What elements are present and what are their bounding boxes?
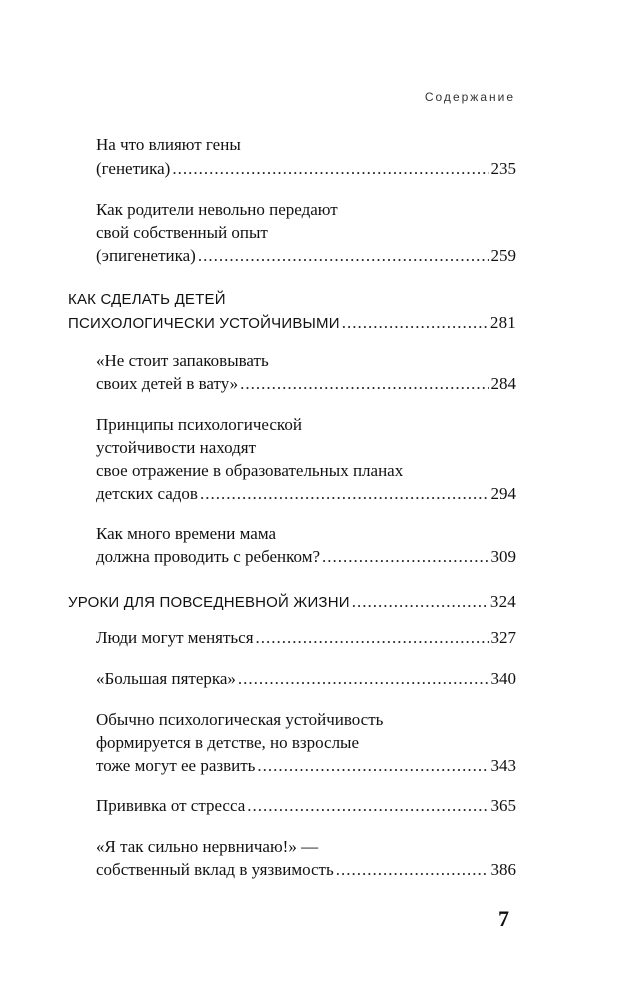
toc-entry-line [96, 732, 516, 754]
leader-dots [257, 755, 488, 777]
toc-section-line [68, 289, 516, 311]
toc-entry-text: (эпигенетика) [96, 246, 196, 265]
toc-entry-text: Как родители невольно передают [96, 200, 338, 219]
toc-page-number: 309 [490, 547, 516, 566]
toc-entry-line[interactable] [96, 373, 516, 395]
toc-section-line[interactable] [68, 591, 516, 614]
toc-entry-line [96, 460, 516, 482]
toc-entry-text: Обычно психологическая устойчивость [96, 710, 384, 729]
toc-entry-line [96, 437, 516, 459]
toc-entry-text: собственный вклад в уязвимость [96, 860, 334, 879]
leader-dots [336, 859, 489, 881]
toc-entry-line [96, 414, 516, 436]
leader-dots [172, 158, 488, 180]
leader-dots [198, 245, 489, 267]
toc-entry-text: устойчивости находят [96, 438, 257, 457]
toc-page-number: 327 [490, 628, 516, 647]
leader-dots [247, 795, 488, 817]
toc-entry-text: «Большая пятерка» [96, 669, 236, 688]
toc-entry-line[interactable] [96, 483, 516, 505]
leader-dots [256, 627, 489, 649]
toc-page-number: 365 [490, 796, 516, 815]
toc-entry-line [96, 350, 516, 372]
toc-entry-text: свой собственный опыт [96, 223, 268, 242]
toc-page-number: 343 [490, 756, 516, 775]
toc-page-number: 324 [489, 592, 516, 611]
toc-entry-text: Принципы психологической [96, 415, 302, 434]
toc-entry-line[interactable] [96, 795, 516, 817]
toc-entry-text: На что влияют гены [96, 135, 241, 154]
toc-entry-line [96, 836, 516, 858]
toc-entry-line [96, 199, 516, 221]
toc-section-line[interactable] [68, 312, 516, 335]
toc-entry-text: формируется в детстве, но взрослые [96, 733, 360, 752]
leader-dots [238, 668, 489, 690]
toc-entry-line[interactable] [96, 158, 516, 180]
toc-page-number: 235 [490, 159, 516, 178]
toc-entry-text: Прививка от стресса [96, 796, 246, 815]
toc-entry-line [96, 523, 516, 545]
toc-page-number: 284 [490, 374, 516, 393]
leader-dots [200, 483, 489, 505]
toc-entry-text: Люди могут меняться [96, 628, 254, 647]
leader-dots [322, 546, 488, 568]
toc-entry-text: тоже могут ее развить [96, 756, 256, 775]
toc-entry-line[interactable] [96, 245, 516, 267]
toc-entry-line [96, 709, 516, 731]
toc-page-number: 294 [490, 484, 516, 503]
toc-entry-line[interactable] [96, 546, 516, 568]
toc-entry-line[interactable] [96, 668, 516, 690]
running-header: Содержание [424, 90, 515, 104]
toc-entry-text: Как много времени мама [96, 524, 277, 543]
toc-entry-text: свое отражение в образовательных планах [96, 461, 404, 480]
toc-entry-text: «Я так сильно нервничаю!» — [96, 837, 319, 856]
toc-section-title: УРОКИ ДЛЯ ПОВСЕДНЕВНОЙ ЖИЗНИ [68, 594, 350, 611]
toc-entry-line[interactable] [96, 755, 516, 777]
toc-page-number: 340 [490, 669, 516, 688]
toc-page-number: 259 [490, 246, 516, 265]
toc-entry-line[interactable] [96, 859, 516, 881]
toc-page-number: 386 [490, 860, 516, 879]
toc-entry-text: «Не стоит запаковывать [96, 351, 269, 370]
toc-entry-line [96, 134, 516, 156]
page-number: 7 [498, 906, 509, 931]
toc-entry-line[interactable] [96, 627, 516, 649]
toc-entry-text: (генетика) [96, 159, 171, 178]
toc-entry-text: должна проводить с ребенком? [96, 547, 321, 566]
toc-entry-line [96, 222, 516, 244]
toc-section-title: КАК СДЕЛАТЬ ДЕТЕЙ [68, 291, 226, 308]
toc-entry-text: детских садов [96, 484, 198, 503]
toc-section-title: ПСИХОЛОГИЧЕСКИ УСТОЙЧИВЫМИ [68, 315, 340, 332]
leader-dots [342, 312, 488, 334]
leader-dots [240, 373, 488, 395]
toc-entry-text: своих детей в вату» [96, 374, 239, 393]
leader-dots [352, 591, 488, 613]
toc-page-number: 281 [489, 313, 516, 332]
